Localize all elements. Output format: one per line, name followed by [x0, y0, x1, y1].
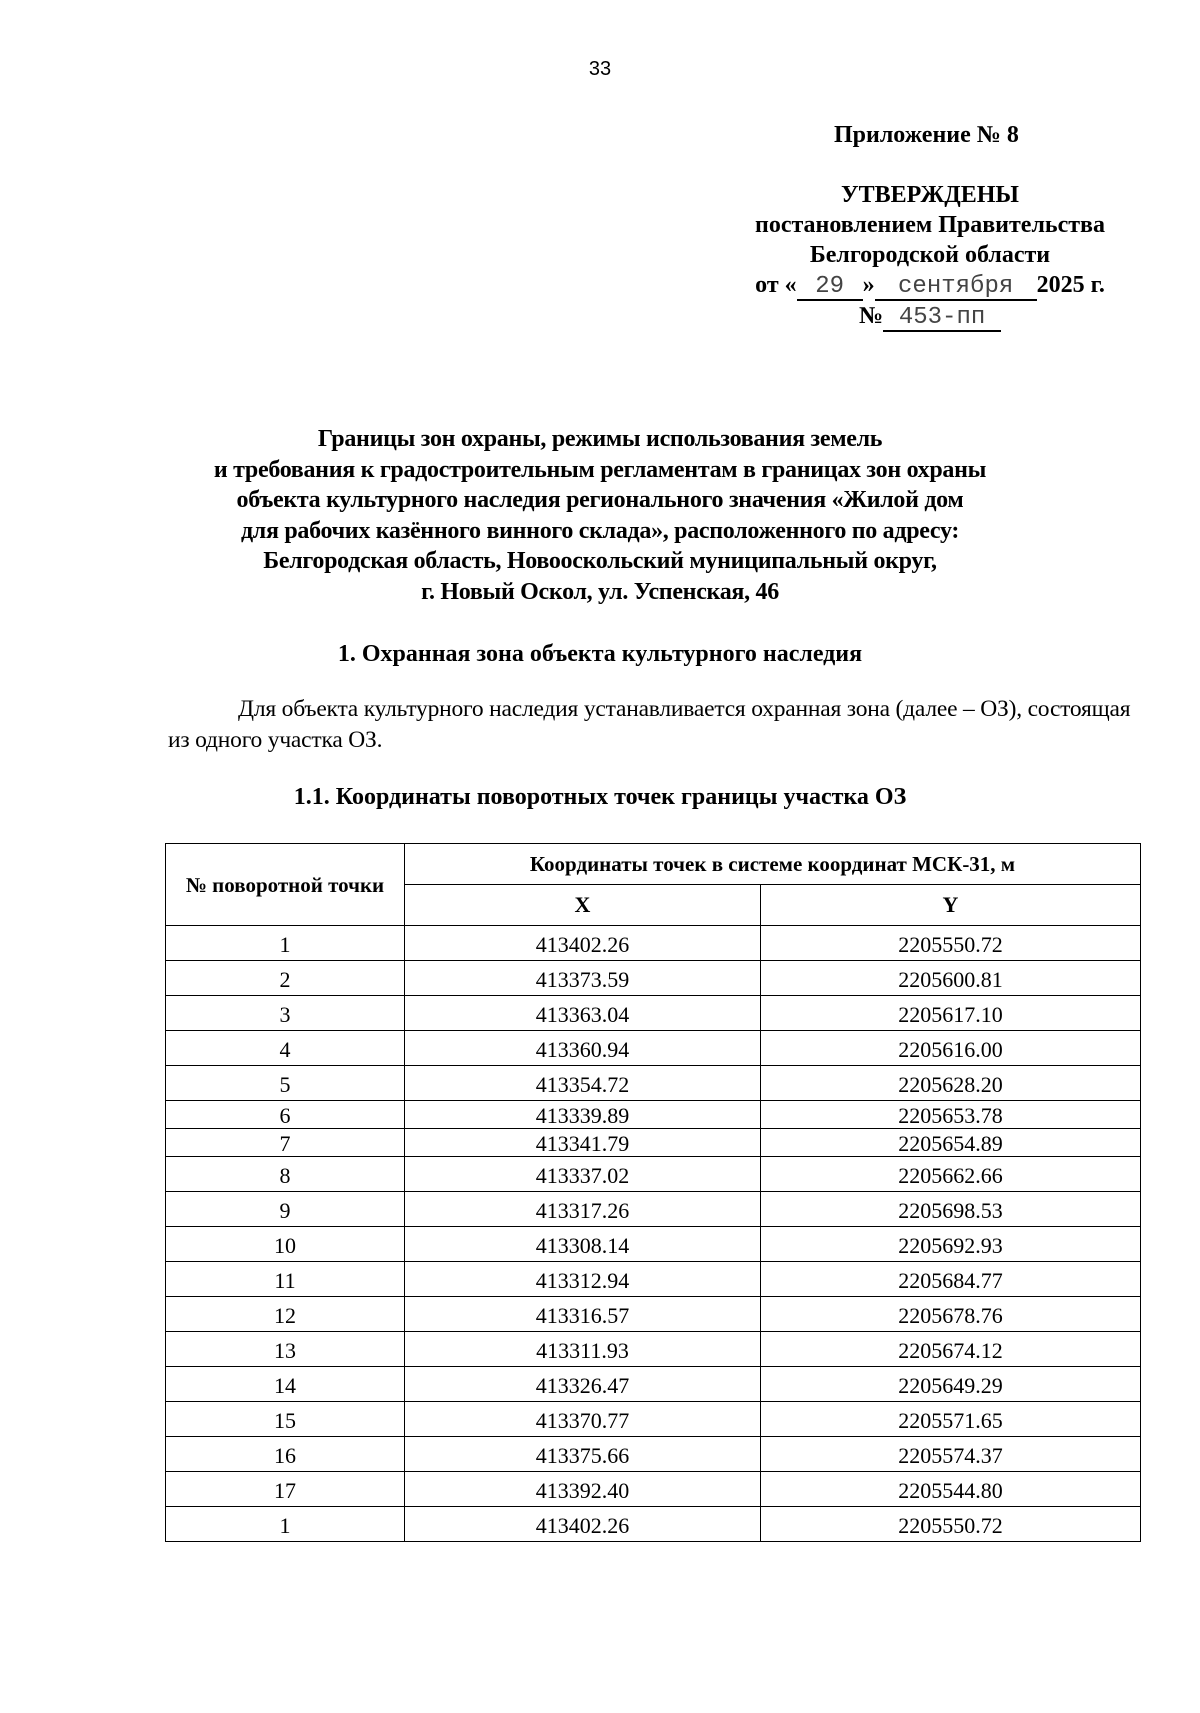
approval-block [730, 180, 1130, 332]
cell-point: 11 [166, 1262, 405, 1297]
cell-point: 2 [166, 961, 405, 996]
table-row [166, 1101, 1141, 1129]
cell-y: 2205544.80 [761, 1472, 1141, 1507]
title-line: для рабочих казённого винного склада», расположенного по адресу: [240, 517, 960, 544]
number-prefix: № [858, 303, 884, 329]
table-row [166, 1031, 1141, 1066]
title-line: объекта культурного наследия регионального значения «Жилой дом [236, 487, 964, 513]
approval-date [730, 270, 1130, 301]
cell-x: 413339.89 [405, 1101, 761, 1129]
cell-y: 2205628.20 [761, 1066, 1141, 1101]
cell-x: 413392.40 [405, 1472, 761, 1507]
cell-point: 5 [166, 1066, 405, 1101]
table-row [166, 996, 1141, 1031]
cell-y: 2205692.93 [761, 1227, 1141, 1262]
cell-point: 1 [166, 1507, 405, 1542]
table-row [166, 1157, 1141, 1192]
cell-y: 2205617.10 [761, 996, 1141, 1031]
document-title [0, 424, 1200, 607]
cell-y: 2205600.81 [761, 961, 1141, 996]
cell-x: 413337.02 [405, 1157, 761, 1192]
cell-y: 2205674.12 [761, 1332, 1141, 1367]
cell-y: 2205698.53 [761, 1192, 1141, 1227]
cell-x: 413312.94 [405, 1262, 761, 1297]
cell-x: 413370.77 [405, 1402, 761, 1437]
date-prefix: от « [755, 272, 797, 298]
table-row [166, 1227, 1141, 1262]
title-line: Границы зон охраны, режимы использования земель [317, 426, 883, 452]
approval-heading: УТВЕРЖДЕНЫ [841, 182, 1019, 208]
cell-point: 6 [166, 1101, 405, 1129]
page-number: 33 [588, 58, 612, 80]
cell-x: 413354.72 [405, 1066, 761, 1101]
cell-x: 413341.79 [405, 1129, 761, 1157]
cell-y: 2205649.29 [761, 1367, 1141, 1402]
cell-point: 1 [166, 926, 405, 961]
cell-y: 2205616.00 [761, 1031, 1141, 1066]
cell-x: 413402.26 [405, 1507, 761, 1542]
cell-x: 413326.47 [405, 1367, 761, 1402]
approval-line-1: постановлением Правительства [754, 212, 1105, 238]
date-mid: » [862, 272, 875, 298]
cell-point: 7 [166, 1129, 405, 1157]
table-row [166, 1402, 1141, 1437]
table-row [166, 1472, 1141, 1507]
cell-point: 9 [166, 1192, 405, 1227]
date-month: сентября [875, 275, 1037, 301]
subsection-1-1-title: 1.1. Координаты поворотных точек границы участка ОЗ [293, 784, 907, 810]
title-line: Белгородская область, Новооскольский муниципальный округ, [263, 548, 937, 574]
table-row [166, 926, 1141, 961]
date-day: 29 [797, 275, 863, 301]
cell-x: 413375.66 [405, 1437, 761, 1472]
header-x: X [405, 885, 761, 926]
header-coordinates: Координаты точек в системе координат МСК-31, м [405, 844, 1141, 885]
cell-x: 413317.26 [405, 1192, 761, 1227]
cell-y: 2205684.77 [761, 1262, 1141, 1297]
table-row [166, 1367, 1141, 1402]
header-point-number: № поворотной точки [166, 844, 405, 926]
cell-point: 12 [166, 1297, 405, 1332]
cell-point: 4 [166, 1031, 405, 1066]
date-year: 2025 г. [1036, 272, 1105, 298]
cell-x: 413311.93 [405, 1332, 761, 1367]
table-row [166, 961, 1141, 996]
table-row [166, 1297, 1141, 1332]
cell-point: 15 [166, 1402, 405, 1437]
section-1-title: 1. Охранная зона объекта культурного наследия [337, 641, 863, 667]
cell-point: 13 [166, 1332, 405, 1367]
cell-y: 2205574.37 [761, 1437, 1141, 1472]
section-1-paragraph: Для объекта культурного наследия устанавливается охранная зона (далее – ОЗ), состоящая из одного участка ОЗ. [168, 696, 1131, 753]
cell-point: 3 [166, 996, 405, 1031]
cell-point: 16 [166, 1437, 405, 1472]
approval-line-2: Белгородской области [809, 242, 1051, 268]
title-line: г. Новый Оскол, ул. Успенская, 46 [421, 578, 779, 605]
table-row [166, 1192, 1141, 1227]
cell-y: 2205662.66 [761, 1157, 1141, 1192]
coordinates-table [165, 843, 1141, 1542]
cell-x: 413373.59 [405, 961, 761, 996]
cell-point: 14 [166, 1367, 405, 1402]
cell-x: 413402.26 [405, 926, 761, 961]
cell-x: 413316.57 [405, 1297, 761, 1332]
table-row [166, 1507, 1141, 1542]
approval-number [730, 301, 1130, 332]
table-row [166, 1129, 1141, 1157]
cell-x: 413363.04 [405, 996, 761, 1031]
cell-y: 2205550.72 [761, 1507, 1141, 1542]
table-row [166, 1437, 1141, 1472]
table-row [166, 1332, 1141, 1367]
cell-x: 413308.14 [405, 1227, 761, 1262]
cell-y: 2205654.89 [761, 1129, 1141, 1157]
table-row [166, 1066, 1141, 1101]
cell-y: 2205550.72 [761, 926, 1141, 961]
cell-point: 10 [166, 1227, 405, 1262]
cell-y: 2205571.65 [761, 1402, 1141, 1437]
cell-point: 8 [166, 1157, 405, 1192]
title-line: и требования к градостроительным регламентам в границах зон охраны [213, 456, 987, 483]
decree-number: 453-пп [883, 306, 1001, 332]
cell-y: 2205653.78 [761, 1101, 1141, 1129]
header-y: Y [761, 885, 1141, 926]
cell-x: 413360.94 [405, 1031, 761, 1066]
cell-point: 17 [166, 1472, 405, 1507]
appendix-label: Приложение № 8 [834, 122, 1019, 148]
cell-y: 2205678.76 [761, 1297, 1141, 1332]
table-row [166, 1262, 1141, 1297]
